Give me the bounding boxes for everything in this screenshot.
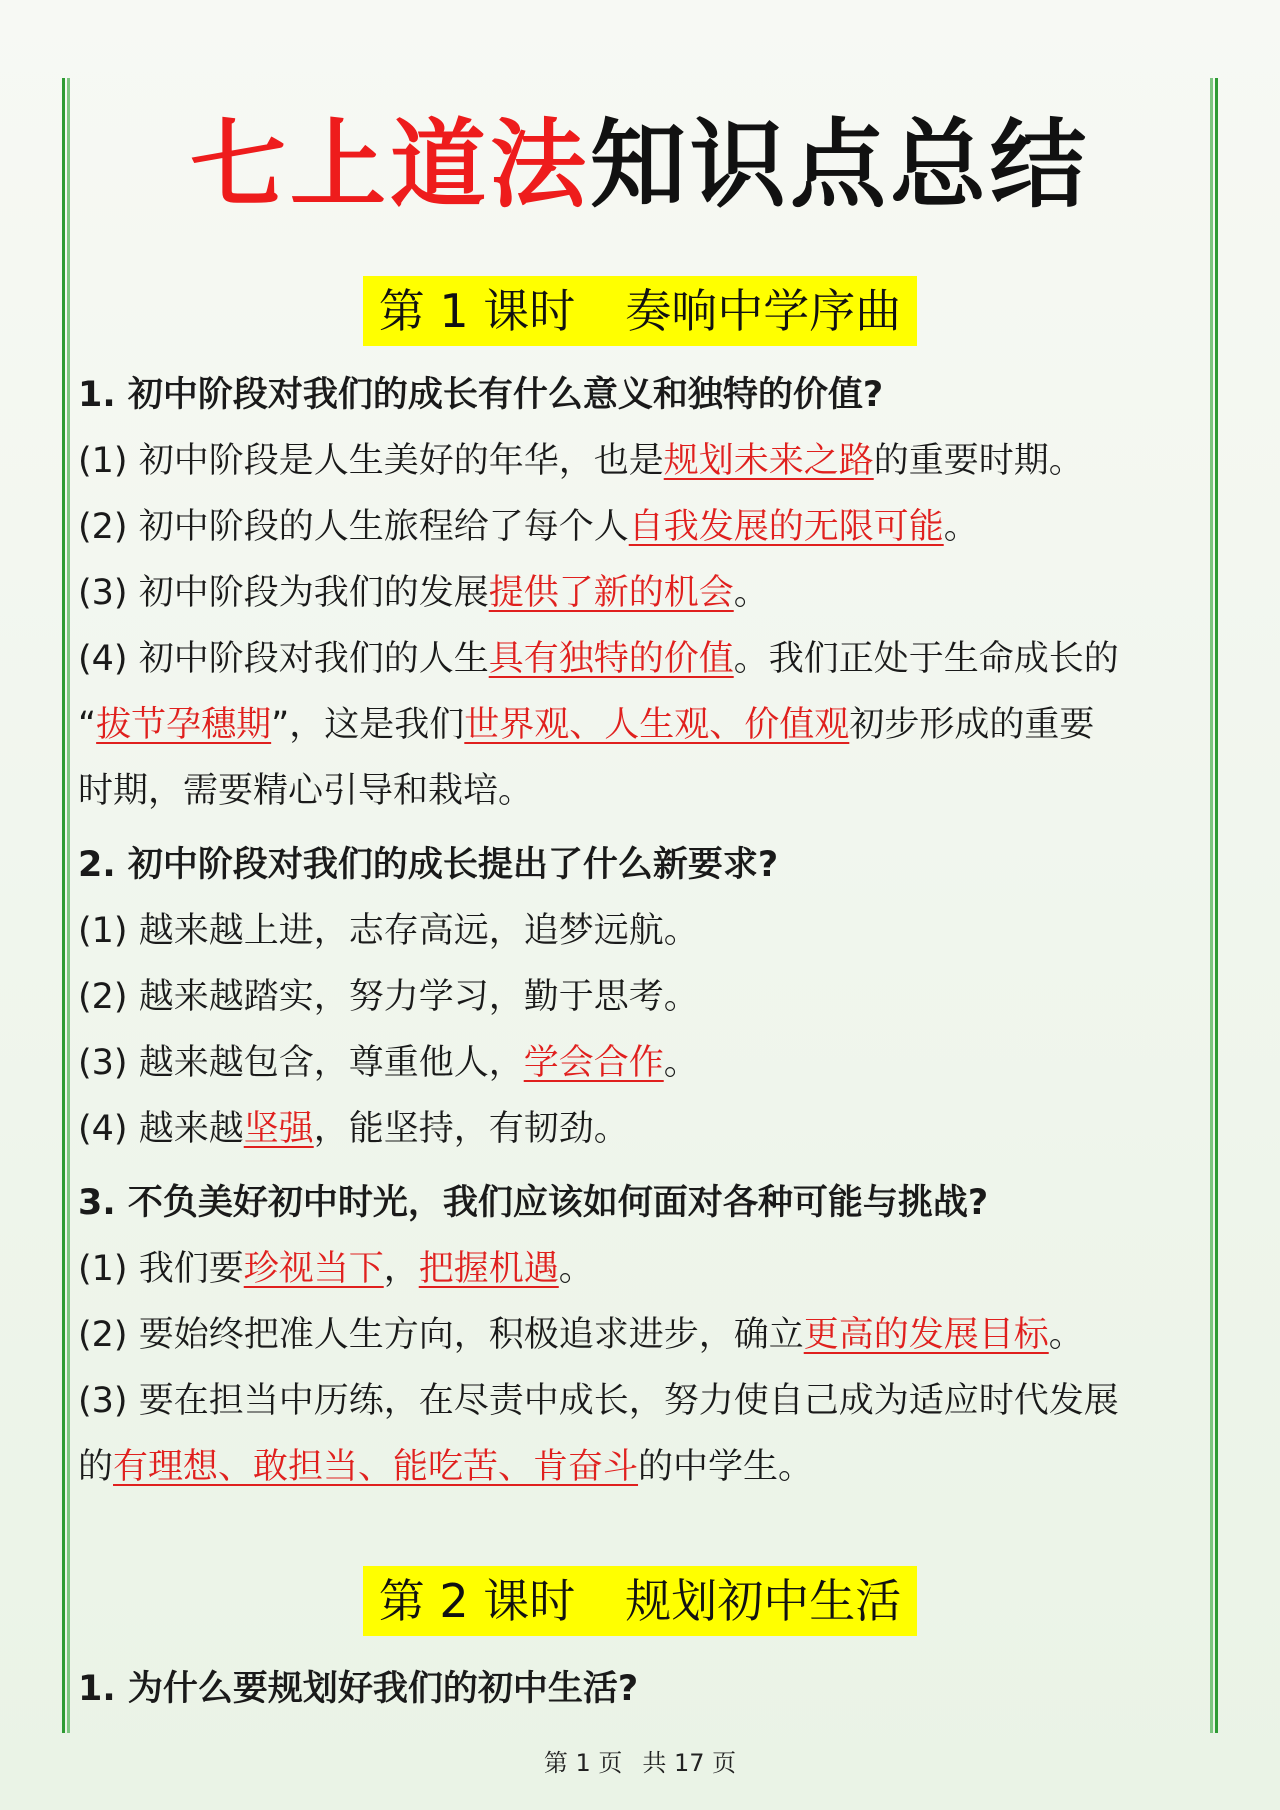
lesson-2-number: 第 2 课时 — [378, 1574, 576, 1628]
question-1-2: 2. 初中阶段对我们的成长提出了什么新要求? — [78, 845, 779, 885]
highlight: 学会合作 — [523, 1043, 664, 1083]
highlight: 自我发展的无限可能 — [628, 507, 944, 547]
answer-1-3-3: (3) 要在担当中历练，在尽责中成长，努力使自己成为适应时代发展 的有理想、敢担当、能吃苦、肯奋斗的中学生。 — [78, 1381, 1119, 1487]
highlight: 具有独特的价值 — [488, 639, 734, 679]
answer-1-1-1: (1) 初中阶段是人生美好的年华，也是规划未来之路的重要时期。 — [78, 441, 1084, 481]
title-red-part: 七上道法 — [190, 109, 590, 221]
highlight: 坚强 — [243, 1109, 314, 1149]
answer-1-3-1: (1) 我们要珍视当下，把握机遇。 — [78, 1249, 594, 1289]
answer-1-1-3: (3) 初中阶段为我们的发展提供了新的机会。 — [78, 573, 769, 613]
page-total: 共 17 页 — [642, 1749, 737, 1777]
highlight: 珍视当下 — [243, 1249, 384, 1289]
highlight: 把握机遇 — [418, 1249, 559, 1289]
question-1-3: 3. 不负美好初中时光，我们应该如何面对各种可能与挑战? — [78, 1183, 989, 1223]
lesson-2-heading — [0, 1566, 1280, 1636]
page-title — [0, 108, 1280, 223]
lesson-2-content — [78, 1656, 1206, 1722]
answer-1-2-3: (3) 越来越包含，尊重他人，学会合作。 — [78, 1043, 699, 1083]
title-black-part: 知识点总结 — [590, 109, 1090, 221]
answer-1-2-2: (2) 越来越踏实，努力学习，勤于思考。 — [78, 977, 699, 1017]
lesson-1-number: 第 1 课时 — [378, 284, 576, 338]
page-number: 第 1 页 — [543, 1749, 623, 1777]
page-footer — [0, 1743, 1280, 1778]
highlight: 规划未来之路 — [663, 441, 874, 481]
question-2-1: 1. 为什么要规划好我们的初中生活? — [78, 1669, 639, 1709]
lesson-1-heading — [0, 276, 1280, 346]
highlight: 有理想、敢担当、能吃苦、肯奋斗 — [113, 1447, 639, 1487]
answer-1-1-2: (2) 初中阶段的人生旅程给了每个人自我发展的无限可能。 — [78, 507, 979, 547]
highlight: 拔节孕穗期 — [96, 705, 272, 745]
highlight: 提供了新的机会 — [488, 573, 734, 613]
highlight: 世界观、人生观、价值观 — [464, 705, 850, 745]
answer-1-2-1: (1) 越来越上进，志存高远，追梦远航。 — [78, 911, 699, 951]
answer-1-2-4: (4) 越来越坚强，能坚持，有韧劲。 — [78, 1109, 629, 1149]
answer-1-1-4: (4) 初中阶段对我们的人生具有独特的价值。我们正处于生命成长的 “拔节孕穗期”，这是我们世界观、人生观、价值观初步形成的重要 时期，需要精心引导和栽培。 — [78, 639, 1119, 811]
question-1-1: 1. 初中阶段对我们的成长有什么意义和独特的价值? — [78, 375, 884, 415]
lesson-2-name: 规划初中生活 — [625, 1574, 902, 1628]
answer-1-3-2: (2) 要始终把准人生方向，积极追求进步，确立更高的发展目标。 — [78, 1315, 1084, 1355]
highlight: 更高的发展目标 — [803, 1315, 1049, 1355]
lesson-1-content — [78, 362, 1206, 1500]
lesson-1-name: 奏响中学序曲 — [625, 284, 902, 338]
